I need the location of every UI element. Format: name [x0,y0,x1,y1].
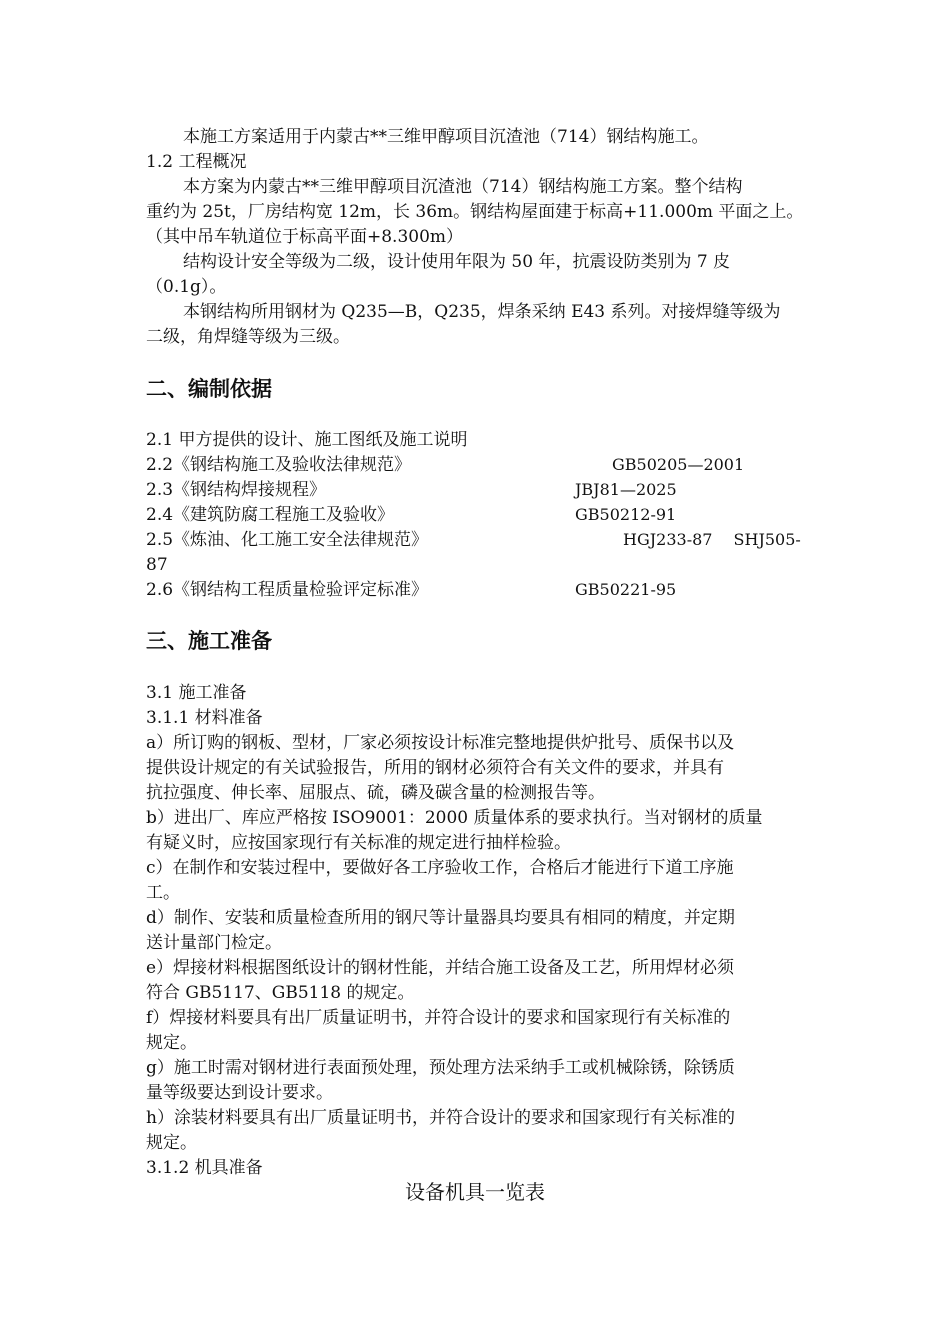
basis-item-label: 2.4《建筑防腐工程施工及验收》 [146,505,395,525]
basis-item-label: 2.1 甲方提供的设计、施工图纸及施工说明 [146,430,468,450]
material-item-a: 抗拉强度、伸长率、屈服点、硫，磷及碳含量的检测报告等。 [146,783,605,803]
basis-item-label: 2.2《钢结构施工及验收法律规范》 [146,455,412,475]
basis-item-code: JBJ81—2025 [575,480,677,499]
overview-line: 重约为 25t，厂房结构宽 12m，长 36m。钢结构屋面建于标高+11.000m 平面之上。 [146,202,804,222]
subheading-3-1: 3.1 施工准备 [146,683,247,703]
material-item-g: g）施工时需对钢材进行表面预处理，预处理方法采纳手工或机械除锈，除锈质 [146,1058,735,1078]
section-heading-preparation: 三、施工准备 [146,629,272,653]
material-item-g: 量等级要达到设计要求。 [146,1083,333,1103]
overview-line: 本方案为内蒙古**三维甲醇项目沉渣池（714）钢结构施工方案。整个结构 [183,177,743,197]
grade-line: 结构设计安全等级为二级，设计使用年限为 50 年，抗震设防类别为 7 皮 [183,252,731,272]
subheading-3-1-2: 3.1.2 机具准备 [146,1158,263,1178]
steel-line: 二级，角焊缝等级为三级。 [146,327,350,347]
material-item-e: 符合 GB5117、GB5118 的规定。 [146,983,415,1003]
basis-item-code: GB50212-91 [575,505,677,524]
subheading-3-1-1: 3.1.1 材料准备 [146,708,263,728]
material-item-b: b）进出厂、库应严格按 ISO9001：2000 质量体系的要求执行。当对钢材的质量 [146,808,763,828]
basis-item-label: 2.5《炼油、化工施工安全法律规范》 [146,530,429,550]
material-item-h: 规定。 [146,1133,197,1153]
material-item-c: 工。 [146,883,180,903]
table-caption: 设备机具一览表 [405,1180,545,1204]
basis-item-code-continued: 87 [146,555,168,575]
basis-item-label: 2.3《钢结构焊接规程》 [146,480,327,500]
material-item-f: 规定。 [146,1033,197,1053]
material-item-h: h）涂装材料要具有出厂质量证明书，并符合设计的要求和国家现行有关标准的 [146,1108,735,1128]
material-item-b: 有疑义时，应按国家现行有关标准的规定进行抽样检验。 [146,833,571,853]
basis-item-code: GB50205—2001 [612,455,745,474]
overview-line: （其中吊车轨道位于标高平面+8.300m） [146,227,464,247]
grade-line: （0.1g）。 [146,277,227,297]
basis-item-code: HGJ233-87 SHJ505- [623,530,801,549]
material-item-d: d）制作、安装和质量检查所用的钢尺等计量器具均要具有相同的精度，并定期 [146,908,735,928]
basis-item-code: GB50221-95 [575,580,677,599]
scope-paragraph: 本施工方案适用于内蒙古**三维甲醇项目沉渣池（714）钢结构施工。 [183,127,709,147]
material-item-c: c）在制作和安装过程中，要做好各工序验收工作，合格后才能进行下道工序施 [146,858,734,878]
section-heading-basis: 二、编制依据 [146,377,272,401]
steel-line: 本钢结构所用钢材为 Q235—B，Q235，焊条采纳 E43 系列。对接焊缝等级为 [183,302,781,322]
basis-item-label: 2.6《钢结构工程质量检验评定标准》 [146,580,429,600]
material-item-f: f）焊接材料要具有出厂质量证明书，并符合设计的要求和国家现行有关标准的 [146,1008,731,1028]
material-item-a: a）所订购的钢板、型材，厂家必须按设计标准完整地提供炉批号、质保书以及 [146,733,735,753]
material-item-d: 送计量部门检定。 [146,933,282,953]
subheading-1-2: 1.2 工程概况 [146,152,247,172]
material-item-a: 提供设计规定的有关试验报告，所用的钢材必须符合有关文件的要求，并具有 [146,758,724,778]
material-item-e: e）焊接材料根据图纸设计的钢材性能，并结合施工设备及工艺，所用焊材必须 [146,958,735,978]
